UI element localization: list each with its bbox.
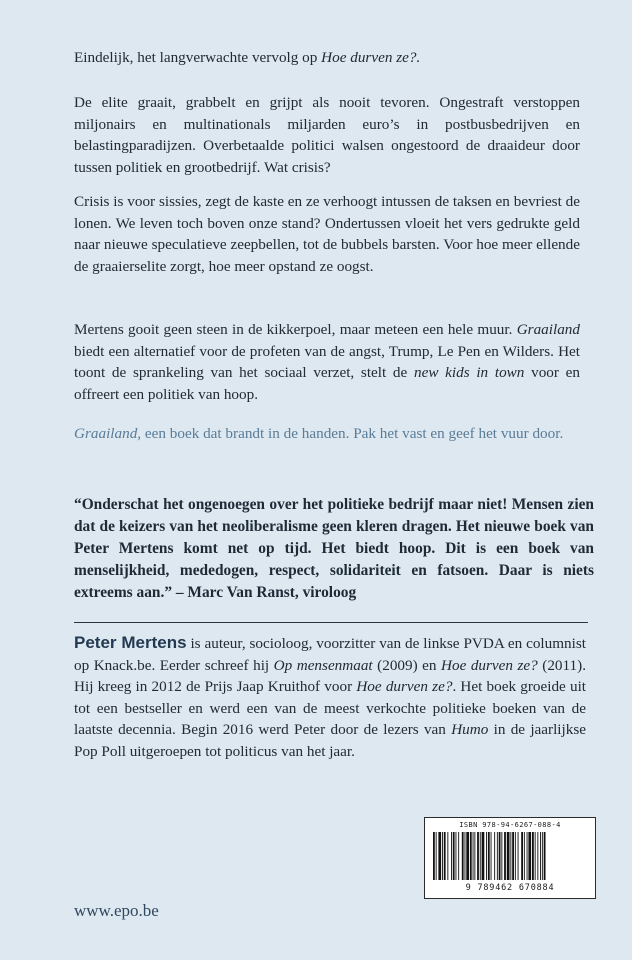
barcode-bar	[544, 832, 546, 880]
barcode-bar	[542, 832, 543, 880]
barcode-bar	[524, 832, 525, 880]
blurb-p4-text-c: voor en offreert een politiek van hoop.	[74, 364, 580, 403]
blurb-p4-text-b: biedt een alternatief voor de profeten van de angst, Trump, Le Pen en Wilders. Het toont de sprankeling van het sociaal verzet, stelt de	[74, 342, 580, 382]
bio-text-1: is auteur, socioloog, voorzitter van de linkse PVDA en columnist op Knack.be. Eerder schreef hij	[74, 635, 587, 674]
barcode-bar	[494, 832, 495, 880]
barcode-digits: 9 789462 670884	[465, 883, 555, 893]
blurb-p4-text-a: Mertens gooit geen steen in de kikkerpoel, maar meteen een hele muur.	[74, 321, 517, 338]
endorsement-quote	[74, 494, 594, 604]
blurb-paragraph-5	[74, 423, 580, 445]
bio-book-1: Op mensenmaat	[273, 656, 373, 674]
bio-magazine: Humo	[451, 721, 489, 739]
blurb-paragraph-3: Crisis is voor sissies, zegt de kaste en ze verhoogt intussen de taksen en bevriest de lonen. We leven toch boven onze stand? Ondertussen vloeit het vers gedrukte geld naar nieuwe speculatieve zeepbellen, tot de bubbels barsten. Voor hoe meer ellende de graaierselite zorgt, hoe meer opstand ze oogst.	[74, 193, 580, 275]
blurb-paragraph-2: De elite graait, grabbelt en grijpt als nooit tevoren. Ongestraft verstoppen miljonairs en multinationals miljarden euro’s in postbusbedrijven en belastingparadijzen. Overbetaalde politici walsen ongestoord de draaideur door tussen politiek en grootbedrijf. Wat crisis?	[74, 94, 580, 176]
barcode-bar	[515, 832, 516, 880]
barcode-bar	[458, 832, 459, 880]
barcode-bar	[510, 832, 511, 880]
author-name: Peter Mertens	[74, 633, 187, 652]
barcode-bar	[521, 832, 523, 880]
barcode-bar	[491, 832, 492, 880]
barcode-bar	[470, 832, 472, 880]
barcode-bar	[507, 832, 510, 880]
barcode-bar	[512, 832, 514, 880]
bio-text-4: . Het boek groeide uit tot een bestseller en werd een van de meest verkochte politieke boeken van de laatste decennia. Begin 2016 werd Peter door de lezers van	[74, 678, 587, 739]
barcode-bar	[473, 832, 474, 880]
barcode-bar	[497, 832, 498, 880]
barcode-bar	[518, 832, 519, 880]
barcode-bar	[501, 832, 502, 880]
bio-text-5: in de jaarlijkse Pop Poll uitgeroepen tot politicus van het jaar.	[74, 721, 586, 760]
barcode-bar	[447, 832, 448, 880]
barcode-bar	[482, 832, 485, 880]
barcode-bar	[528, 832, 531, 880]
barcode-bar	[466, 832, 469, 880]
bio-text-2: (2009) en	[372, 656, 442, 674]
barcode-bar	[453, 832, 455, 880]
quote-attribution: – Marc Van Ranst, viroloog	[172, 584, 357, 601]
barcode-bar	[456, 832, 457, 880]
publisher-url: www.epo.be	[74, 901, 159, 920]
blurb-intro-text: Eindelijk, het langverwachte vervolg op	[74, 49, 322, 66]
barcode-bar	[504, 832, 506, 880]
barcode-bar	[477, 832, 479, 880]
barcode-bar	[465, 832, 466, 880]
barcode-bar	[436, 832, 437, 880]
bio-text-3: (2011). Hij kreeg in 2012 de Prijs Jaap Kruithof voor	[74, 656, 586, 696]
author-bio	[74, 632, 586, 763]
barcode-bar	[438, 832, 441, 880]
barcode-bar	[474, 832, 475, 880]
barcode-bar	[532, 832, 534, 880]
barcode-bar	[488, 832, 490, 880]
bio-book-2: Hoe durven ze?	[441, 656, 538, 674]
section-divider	[74, 622, 588, 623]
quote-text: “Onderschat het ongenoegen over het politieke bedrijf maar niet! Mensen zien dat de keizers van het neoliberalisme geen kleren dragen. Het nieuwe boek van Peter Mertens komt net op tijd. Het biedt hoop. Dit is een boek van menselijkheid, mededogen, respect, solidariteit en fatsoen. Daar is niets extreems aan.”	[74, 496, 594, 601]
barcode-bar	[433, 832, 435, 880]
barcode-bar	[535, 832, 536, 880]
isbn-label: ISBN 978-94-6267-088-4	[459, 821, 561, 829]
blurb-p5-text: , een boek dat brandt in de handen. Pak het vast en geef het vuur door.	[137, 425, 564, 442]
blurb-p4-phrase: new kids in town	[413, 364, 525, 382]
blurb-paragraph-4	[74, 319, 580, 405]
barcode-bar	[444, 832, 446, 880]
isbn-barcode	[424, 817, 596, 899]
barcode-bar	[451, 832, 452, 880]
barcode-bar	[486, 832, 487, 880]
blurb-p4-title: Graailand	[516, 321, 580, 338]
blurb-paragraph-1	[74, 47, 580, 69]
barcode-bar	[540, 832, 541, 880]
barcode-bar	[462, 832, 464, 880]
barcode-bar	[442, 832, 443, 880]
barcode-bars	[433, 832, 587, 880]
barcode-bar	[527, 832, 528, 880]
barcode-bar	[499, 832, 501, 880]
blurb-previous-title: Hoe durven ze?.	[321, 49, 421, 66]
bio-book-3: Hoe durven ze?	[356, 678, 453, 696]
barcode-bar	[480, 832, 481, 880]
barcode-bar	[537, 832, 538, 880]
blurb-p5-title: Graailand	[74, 425, 138, 442]
